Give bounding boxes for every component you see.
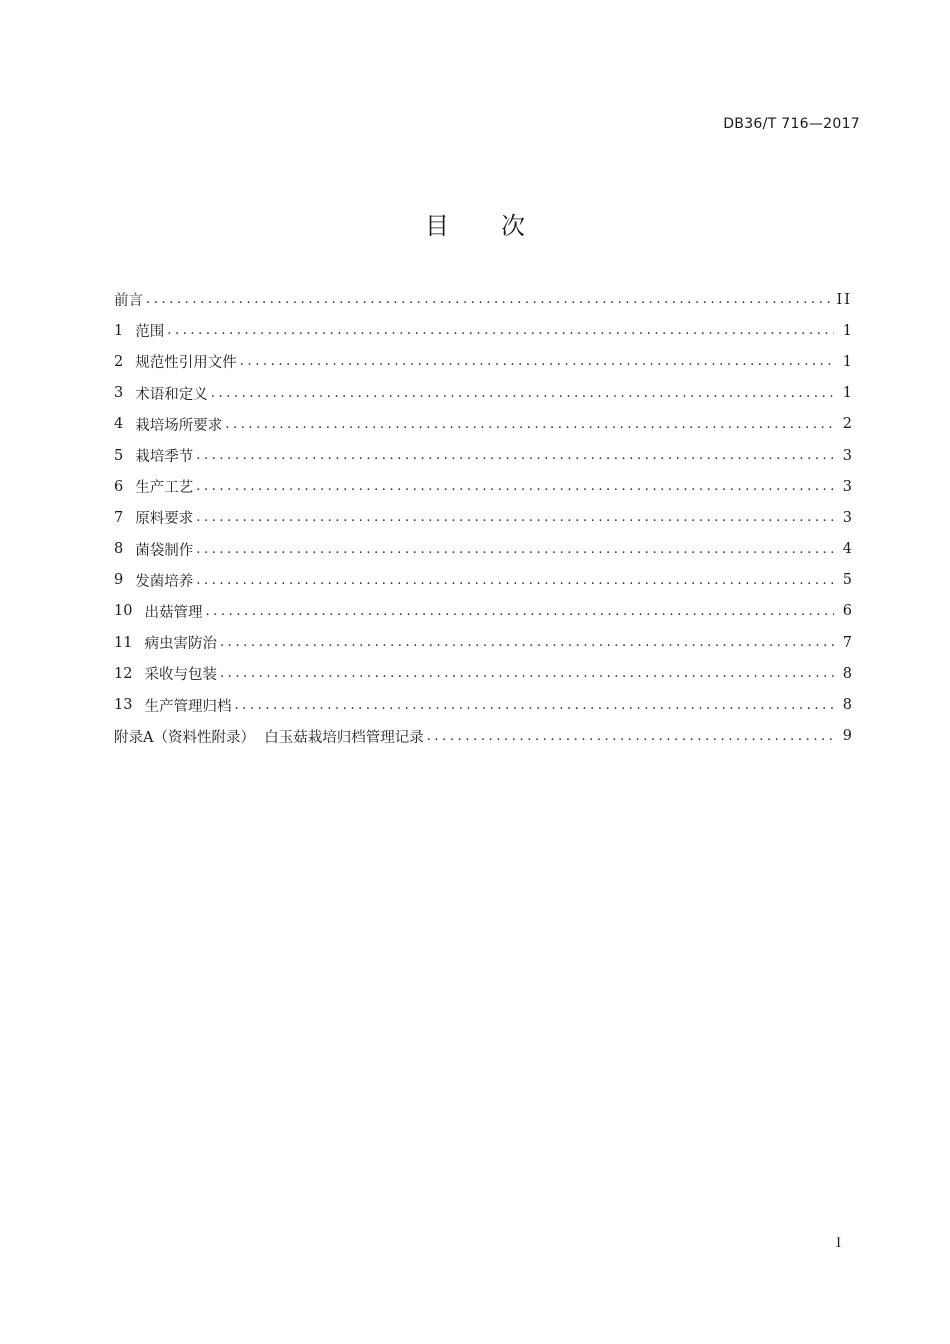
toc-entry-number: 8 <box>114 541 124 558</box>
toc-leader-dots <box>196 573 834 588</box>
toc-entry-appendix-a[interactable] <box>114 721 852 752</box>
toc-entry-number: 11 <box>114 634 133 651</box>
toc-entry-2[interactable] <box>114 346 852 377</box>
toc-leader-dots <box>196 448 834 463</box>
toc-leader-dots <box>225 417 834 432</box>
toc-entry-number: 5 <box>114 447 124 464</box>
toc-entry-label: 生产管理归档 <box>144 698 232 715</box>
toc-entry-number: 12 <box>114 665 133 682</box>
toc-entry-page: 5 <box>842 572 852 589</box>
toc-entry-foreword[interactable] <box>114 284 852 315</box>
toc-entry-label: 栽培场所要求 <box>135 417 223 434</box>
toc-entry-label: 发菌培养 <box>135 573 194 590</box>
toc-leader-dots <box>196 510 834 525</box>
toc-entry-page: 1 <box>842 353 852 370</box>
toc-leader-dots <box>196 479 834 494</box>
toc-entry-6[interactable] <box>114 471 852 502</box>
toc-entry-label: 术语和定义 <box>135 386 208 403</box>
title-char-2: 次 <box>501 212 525 240</box>
toc-entry-number: 1 <box>114 322 124 339</box>
toc-entry-number: 6 <box>114 478 124 495</box>
toc-entry-9[interactable] <box>114 565 852 596</box>
page-title <box>0 206 950 241</box>
toc-entry-number: 13 <box>114 697 133 714</box>
toc-entry-label: 采收与包装 <box>144 667 217 684</box>
toc-entry-number: 9 <box>114 572 124 589</box>
toc-entry-label: 病虫害防治 <box>144 636 217 653</box>
toc-entry-page: 8 <box>842 697 852 714</box>
toc-entry-page: 4 <box>842 541 852 558</box>
toc-leader-dots <box>211 386 834 401</box>
toc-entry-label: 栽培季节 <box>135 449 194 466</box>
toc-leader-dots <box>146 292 833 307</box>
toc-entry-8[interactable] <box>114 534 852 565</box>
toc-entry-1[interactable] <box>114 315 852 346</box>
toc-entry-label: 规范性引用文件 <box>135 355 237 372</box>
toc-leader-dots <box>220 635 834 650</box>
toc-entry-10[interactable] <box>114 596 852 627</box>
toc-entry-7[interactable] <box>114 502 852 533</box>
toc-entry-page: 8 <box>842 665 852 682</box>
toc-entry-page: 1 <box>842 322 852 339</box>
toc-entry-label: 生产工艺 <box>135 480 194 497</box>
toc-entry-12[interactable] <box>114 658 852 689</box>
toc-entry-label: 出菇管理 <box>144 604 203 621</box>
toc-entry-page: 2 <box>842 416 852 433</box>
toc-entry-page: 1 <box>842 385 852 402</box>
toc-leader-dots <box>240 354 834 369</box>
toc-leader-dots <box>427 729 834 744</box>
toc-entry-number: 3 <box>114 385 124 402</box>
toc-entry-3[interactable] <box>114 378 852 409</box>
table-of-contents <box>114 284 852 752</box>
toc-entry-page: 6 <box>842 603 852 620</box>
toc-entry-page: 7 <box>842 634 852 651</box>
toc-leader-dots <box>167 323 834 338</box>
toc-entry-label: 范围 <box>135 324 165 341</box>
toc-entry-label: 菌袋制作 <box>135 542 194 559</box>
toc-entry-page: 3 <box>842 509 852 526</box>
toc-leader-dots <box>205 604 834 619</box>
toc-entry-11[interactable] <box>114 627 852 658</box>
toc-entry-5[interactable] <box>114 440 852 471</box>
toc-entry-number: 7 <box>114 509 124 526</box>
toc-entry-number: 10 <box>114 603 133 620</box>
toc-entry-label: 前言 <box>114 293 143 310</box>
page-number: I <box>836 1236 842 1251</box>
toc-entry-page: 3 <box>842 447 852 464</box>
toc-entry-label: 原料要求 <box>135 511 194 528</box>
toc-leader-dots <box>234 698 834 713</box>
toc-entry-page: 9 <box>842 728 852 745</box>
toc-entry-page: II <box>836 291 852 308</box>
toc-entry-number: 2 <box>114 353 124 370</box>
title-char-1: 目 <box>425 212 449 240</box>
toc-leader-dots <box>220 666 834 681</box>
toc-leader-dots <box>196 542 834 557</box>
toc-entry-label: 附录A（资料性附录） 白玉菇栽培归档管理记录 <box>114 729 424 746</box>
standard-code: DB36/T 716—2017 <box>723 116 860 132</box>
toc-entry-13[interactable] <box>114 689 852 720</box>
toc-entry-4[interactable] <box>114 409 852 440</box>
toc-entry-page: 3 <box>842 478 852 495</box>
toc-entry-number: 4 <box>114 416 124 433</box>
